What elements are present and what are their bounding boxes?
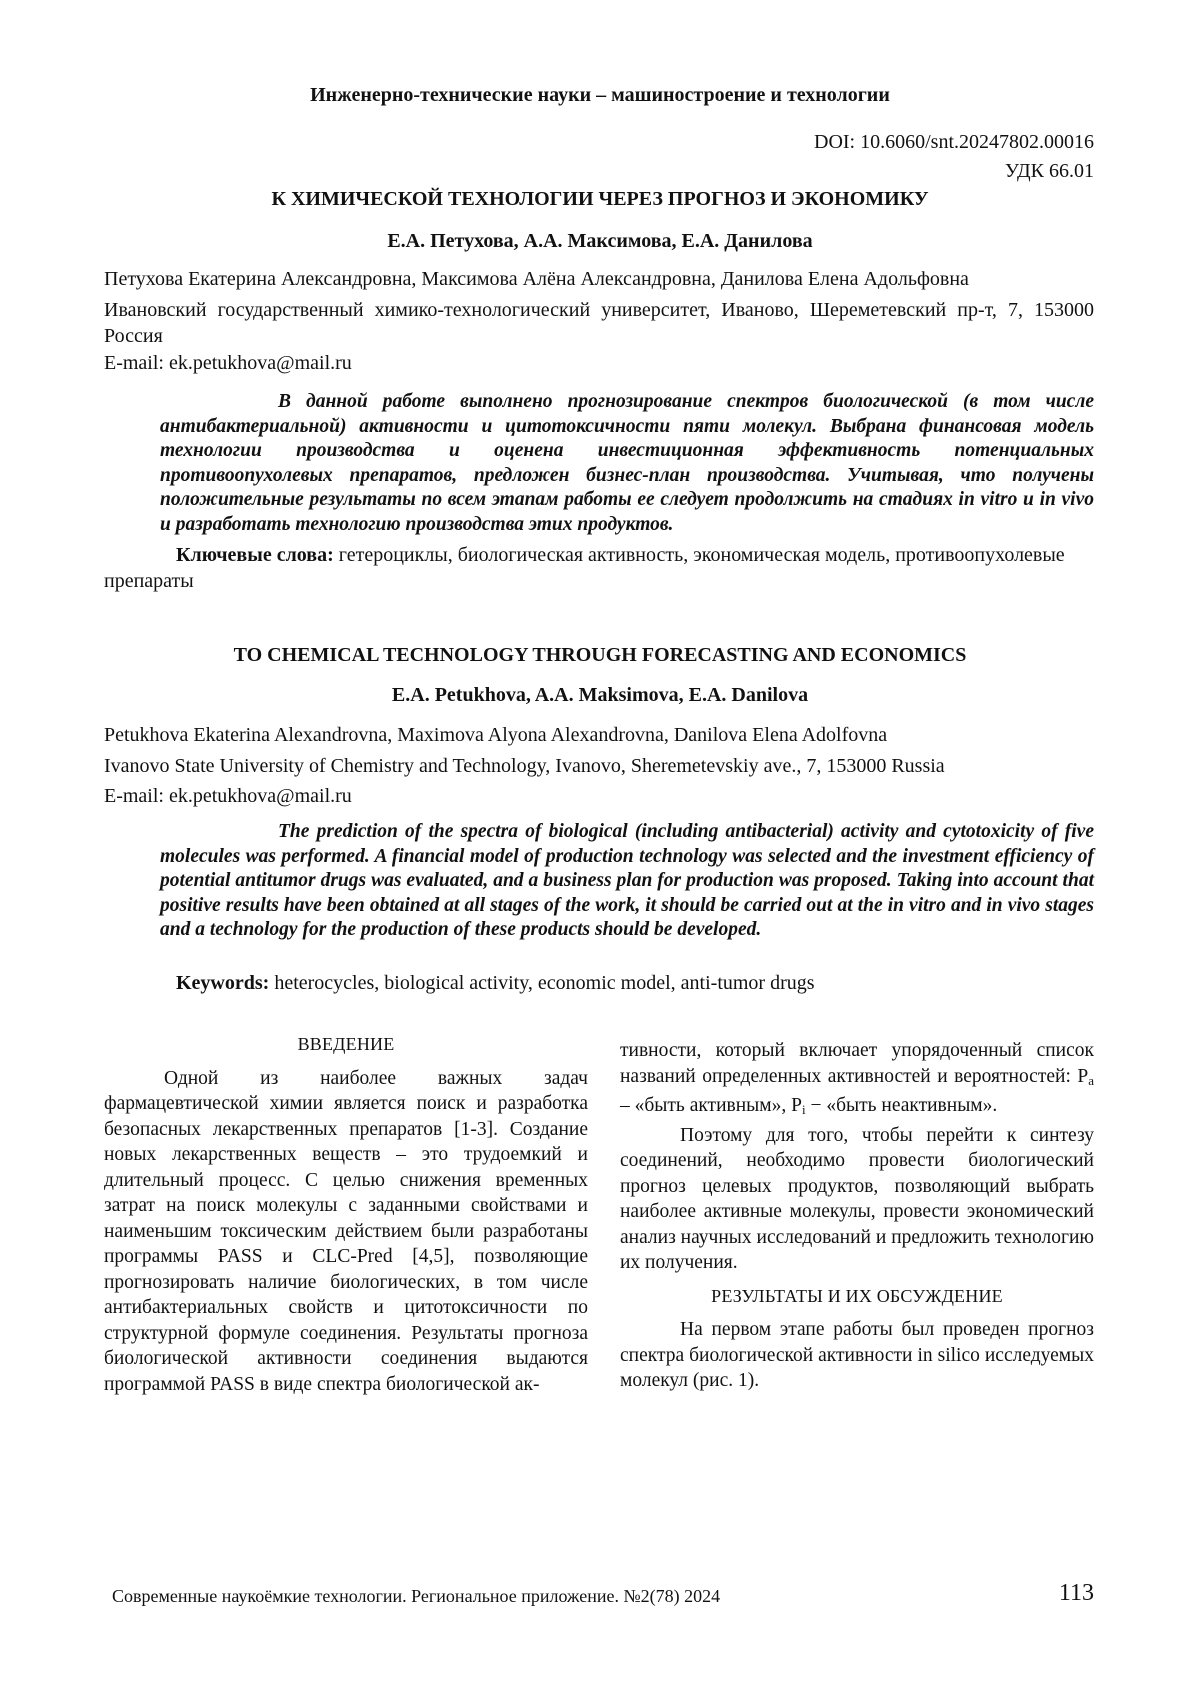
keywords-text-en: heterocycles, biological activity, economic model, anti-tumor drugs [269,972,815,994]
intro-heading: ВВЕДЕНИЕ [297,1034,395,1054]
results-paragraph: На первом этапе работы был проведен прогноз спектра биологической активности in silico исследуемых молекул (рис. 1). [620,1319,1094,1391]
pass-text-b: – «быть активным», P [620,1095,802,1116]
article-meta [814,128,1094,186]
doi[interactable]: DOI: 10.6060/snt.20247802.00016 [814,131,1094,153]
authors-full-ru: Петухова Екатерина Александровна, Максимова Алёна Александровна, Данилова Елена Адольфовна [104,268,969,290]
udk: УДК 66.01 [1004,160,1094,182]
footer-journal: Современные наукоёмкие технологии. Региональное приложение. №2(78) 2024 [112,1586,721,1606]
keywords-label-en: Keywords: [176,972,270,994]
subscript-a: a [1088,1072,1094,1088]
left-column [104,1032,588,1397]
email-ru[interactable]: E-mail: ek.petukhova@mail.ru [104,352,352,374]
affiliation-ru: Ивановский государственный химико-технологический университет, Иваново, Шереметевский пр-т, 7, 153000 Россия [104,299,1094,347]
title-ru: К ХИМИЧЕСКОЙ ТЕХНОЛОГИИ ЧЕРЕЗ ПРОГНОЗ И ЭКОНОМИКУ [271,188,929,210]
authors-full-en: Petukhova Ekaterina Alexandrovna, Maximova Alyona Alexandrovna, Danilova Elena Adolfovna [104,724,888,746]
keywords-text-ru: гетероциклы, биологическая активность, экономическая модель, противоопухолевые препараты [104,544,1065,592]
keywords-ru [104,542,1094,594]
section-header: Инженерно-технические науки – машиностроение и технологии [310,84,890,106]
authors-short-en: E.A. Petukhova, A.A. Maksimova, E.A. Danilova [391,684,809,706]
pass-text-c: − «быть неактивным». [805,1095,998,1116]
title-en: TO CHEMICAL TECHNOLOGY THROUGH FORECASTING AND ECONOMICS [233,644,967,666]
page-number: 113 [1058,1580,1094,1606]
synthesis-paragraph: Поэтому для того, чтобы перейти к синтезу соединений, необходимо провести биологический прогноз целевых продуктов, позволяющий выбрать наиболее активные молекулы, провести экономический анализ научных исследований и предложить технологию их получения. [620,1124,1094,1273]
pass-spectrum-paragraph [620,1038,1094,1123]
email-en[interactable]: E-mail: ek.petukhova@mail.ru [104,785,352,807]
subscript-i: i [801,1102,806,1117]
intro-paragraph: Одной из наиболее важных задач фармацевтической химии является поиск и разработка безопасных лекарственных препаратов [1-3]. Создание новых лекарственных веществ – это трудоемкий и длительный процесс. С целью снижения временных затрат на поиск молекулы с заданными свойствами и наименьшим токсическим действием были разработаны программы PASS и CLC-Pred [4,5], позволяющие прогнозировать наличие биологических, в том числе антибактериальных свойств и цитотоксичности по структурной формуле соединения. Результаты прогноза биологической активности соединения выдаются программой PASS в виде спектра биологической ак- [104,1067,588,1395]
abstract-ru: В данной работе выполнено прогнозирование спектров биологической (в том числе антибактериальной) активности и цитотоксичности пяти молекул. Выбрана финансовая модель технологии производства и оценена инвестиционная эффективность потенциальных противоопухолевых препаратов, предложен бизнес-план производства. Учитывая, что получены положительные результаты по всем этапам работы ее следует продолжить на стадиях in vitro и in vivo и разработать технологию производства этих продуктов. [160,391,1094,535]
pass-text-a: тивности, который включает упорядоченный список названий определенных активностей и вероятностей: P [620,1040,1094,1087]
results-heading: РЕЗУЛЬТАТЫ И ИХ ОБСУЖДЕНИЕ [711,1285,1003,1306]
affiliation-en: Ivanovo State University of Chemistry and Technology, Ivanovo, Sheremetevskiy ave., 7, 153000 Russia [104,755,945,777]
keywords-en [104,970,1094,996]
authors-short-ru: Е.А. Петухова, А.А. Максимова, Е.А. Данилова [387,230,813,252]
right-column [620,1038,1094,1394]
abstract-en: The prediction of the spectra of biological (including antibacterial) activity and cytotoxicity of five molecules was performed. A financial model of production technology was selected and the investment efficiency of potential antitumor drugs was evaluated, and a business plan for production was proposed. Taking into account that positive results have been obtained at all stages of the work, it should be carried out at the in vitro and in vivo stages and a technology for the production of these products should be developed. [160,821,1094,940]
keywords-label-ru: Ключевые слова: [176,544,334,566]
